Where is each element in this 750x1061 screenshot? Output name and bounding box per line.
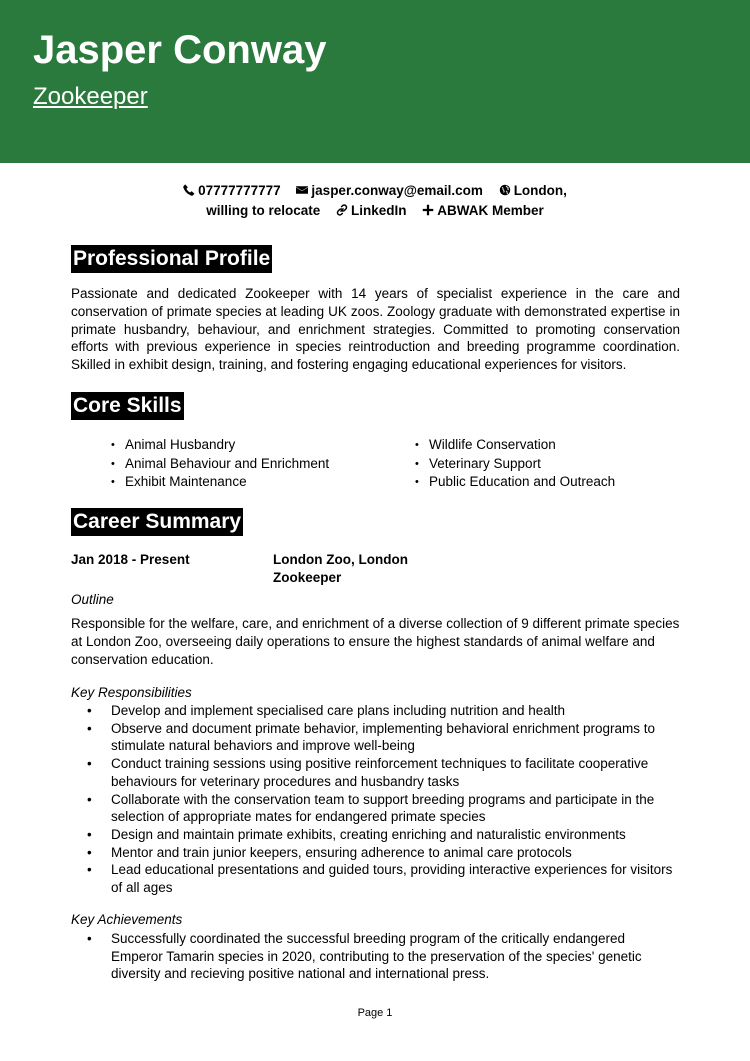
skill-item: • Animal Behaviour and Enrichment (111, 455, 329, 474)
link-icon (336, 204, 348, 216)
globe-icon (499, 184, 511, 196)
envelope-icon (296, 184, 308, 196)
profile-heading: Professional Profile (71, 245, 272, 273)
contact-row-2 (0, 201, 750, 221)
skills-heading: Core Skills (71, 392, 184, 420)
skill-item: • Exhibit Maintenance (111, 473, 329, 492)
achievements-label: Key Achievements (71, 912, 183, 927)
phone-icon (183, 184, 195, 196)
list-item: • Conduct training sessions using positive reinforcement techniques to facilitate cooperative behaviours for veterinary procedures and husbandry tasks (71, 755, 680, 790)
list-item: • Collaborate with the conservation team to support breeding programs and participate in the selection of appropriate mates for endangered primate species (71, 791, 680, 826)
list-item: • Design and maintain primate exhibits, creating enriching and naturalistic environments (71, 826, 680, 844)
membership-text: ABWAK Member (437, 203, 544, 218)
phone-number: 07777777777 (198, 183, 281, 198)
career-heading: Career Summary (71, 508, 243, 536)
skill-item: • Animal Husbandry (111, 436, 329, 455)
responsibilities-list (71, 702, 680, 897)
skill-item: • Wildlife Conservation (415, 436, 615, 455)
plus-icon (422, 204, 434, 216)
job-outline: Responsible for the welfare, care, and enrichment of a diverse collection of 9 different primate species at London Zoo, overseeing daily operations to ensure the highest standards of animal welfare and conservation education. (71, 616, 680, 667)
linkedin-text: LinkedIn (351, 203, 407, 218)
list-item: • Mentor and train junior keepers, ensuring adherence to animal care protocols (71, 844, 680, 862)
job-title: Zookeeper (273, 570, 342, 585)
contact-location (499, 181, 567, 201)
skill-item: • Public Education and Outreach (415, 473, 615, 492)
achievements-list (71, 930, 680, 983)
skills-list-right (415, 436, 615, 492)
relocate-text: willing to relocate (206, 203, 321, 218)
contact-phone[interactable] (183, 181, 281, 201)
responsibilities-label: Key Responsibilities (71, 685, 192, 700)
location-text: London, (513, 183, 567, 198)
job-title-link[interactable]: Zookeeper (33, 83, 148, 110)
contact-membership (422, 201, 544, 221)
list-item: • Successfully coordinated the successful breeding program of the critically endangered Emperor Tamarin species in 2020, contributing to the preservation of the species' genetic diversity and recieving positive national and international press. (71, 930, 680, 983)
candidate-name: Jasper Conway (33, 28, 327, 72)
list-item: • Lead educational presentations and guided tours, providing interactive experiences for visitors of all ages (71, 861, 680, 896)
contact-bar (0, 181, 750, 221)
skill-item: • Veterinary Support (415, 455, 615, 474)
job-dates: Jan 2018 - Present (71, 552, 190, 567)
skills-list-left (111, 436, 329, 492)
list-item: • Observe and document primate behavior, implementing behavioral enrichment programs to stimulate natural behaviors and improve well-being (71, 720, 680, 755)
job-employer: London Zoo, London (273, 552, 408, 567)
contact-email[interactable] (296, 181, 483, 201)
contact-row-1 (0, 181, 750, 201)
contact-linkedin[interactable] (336, 201, 407, 221)
header-banner (0, 0, 750, 163)
list-item: • Develop and implement specialised care plans including nutrition and health (71, 702, 680, 720)
page-number: Page 1 (357, 1007, 393, 1019)
contact-relocate (206, 201, 320, 221)
job-employer-block (273, 551, 408, 587)
email-address: jasper.conway@email.com (311, 183, 483, 198)
profile-text: Passionate and dedicated Zookeeper with 14 years of specialist experience in the care and conservation of primate species at leading UK zoos. Zoology graduate with demonstrated expertise in primate husbandry, behaviour, and enrichment strategies. Committed to promoting conservation efforts with previous experience in species reintroduction and breeding programme coordination. Skilled in exhibit design, training, and fostering engaging educational experiences for visitors. (71, 286, 680, 373)
outline-label: Outline (71, 592, 114, 607)
